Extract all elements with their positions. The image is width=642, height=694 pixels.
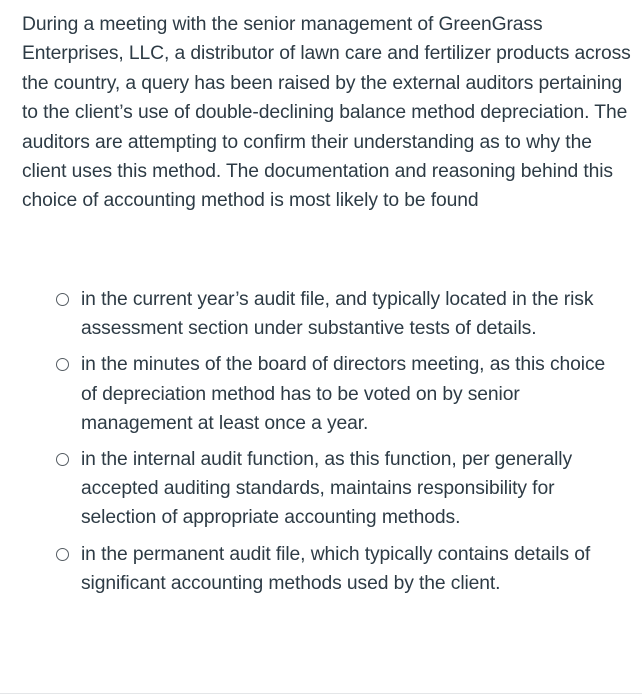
answer-option-label[interactable]: in the current year’s audit file, and typically located in the risk assessment section under substantive tests of details. <box>81 289 594 340</box>
answer-option-label[interactable]: in the minutes of the board of directors meeting, as this choice of depreciation method has to be voted on by senior management at least once a year. <box>81 354 606 434</box>
answer-option-label[interactable]: in the internal audit function, as this function, per generally accepted auditing standards, maintains responsibility for selection of appropriate accounting methods. <box>81 449 573 529</box>
radio-button-icon[interactable] <box>56 453 69 466</box>
answer-option-4[interactable] <box>0 540 642 598</box>
radio-button-icon[interactable] <box>56 293 69 306</box>
answer-option-2[interactable] <box>0 350 642 438</box>
answer-list <box>0 285 642 605</box>
radio-button-icon[interactable] <box>56 548 69 561</box>
answer-option-label[interactable]: in the permanent audit file, which typically contains details of significant accounting methods used by the client. <box>81 543 591 594</box>
answer-option-1[interactable] <box>0 285 642 343</box>
answer-option-3[interactable] <box>0 445 642 533</box>
question-text: During a meeting with the senior management of GreenGrass Enterprises, LLC, a distributor of lawn care and fertilizer products across the country, a query has been raised by the external auditors pertaining to the client’s use of double-declining balance method depreciation. The auditors are attempting to confirm their understanding as to why the client uses this method. The documentation and reasoning behind this choice of accounting method is most likely to be found <box>22 14 631 212</box>
radio-button-icon[interactable] <box>56 358 69 371</box>
